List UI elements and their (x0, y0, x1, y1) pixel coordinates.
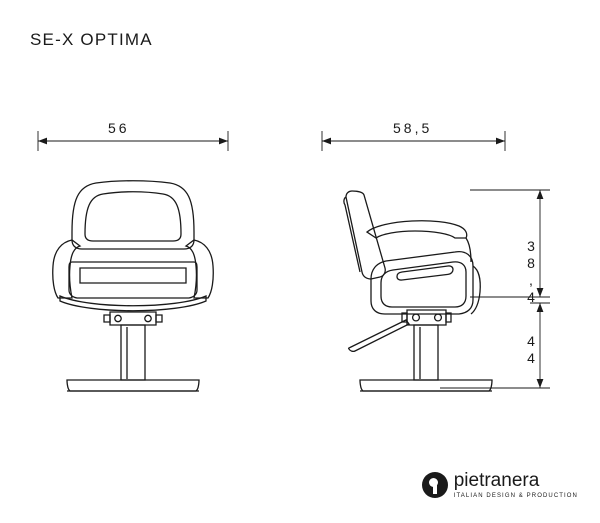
side-view (344, 191, 492, 391)
dimension-label-back-height: 38,4 (523, 238, 539, 306)
brand-text (454, 471, 578, 499)
front-view (53, 181, 214, 391)
dimension-lines (38, 131, 550, 388)
brand-name: pietranera (453, 470, 540, 491)
brand-tagline: ITALIAN DESIGN & PRODUCTION (453, 493, 578, 499)
dimension-label-seat-height: 44 (523, 333, 539, 367)
dimension-label-side-depth: 58,5 (393, 120, 433, 136)
dimension-label-front-width: 56 (108, 120, 130, 136)
page-title: SE-X OPTIMA (30, 30, 153, 49)
circle-p-icon (422, 472, 448, 498)
brand-logo (422, 471, 578, 499)
